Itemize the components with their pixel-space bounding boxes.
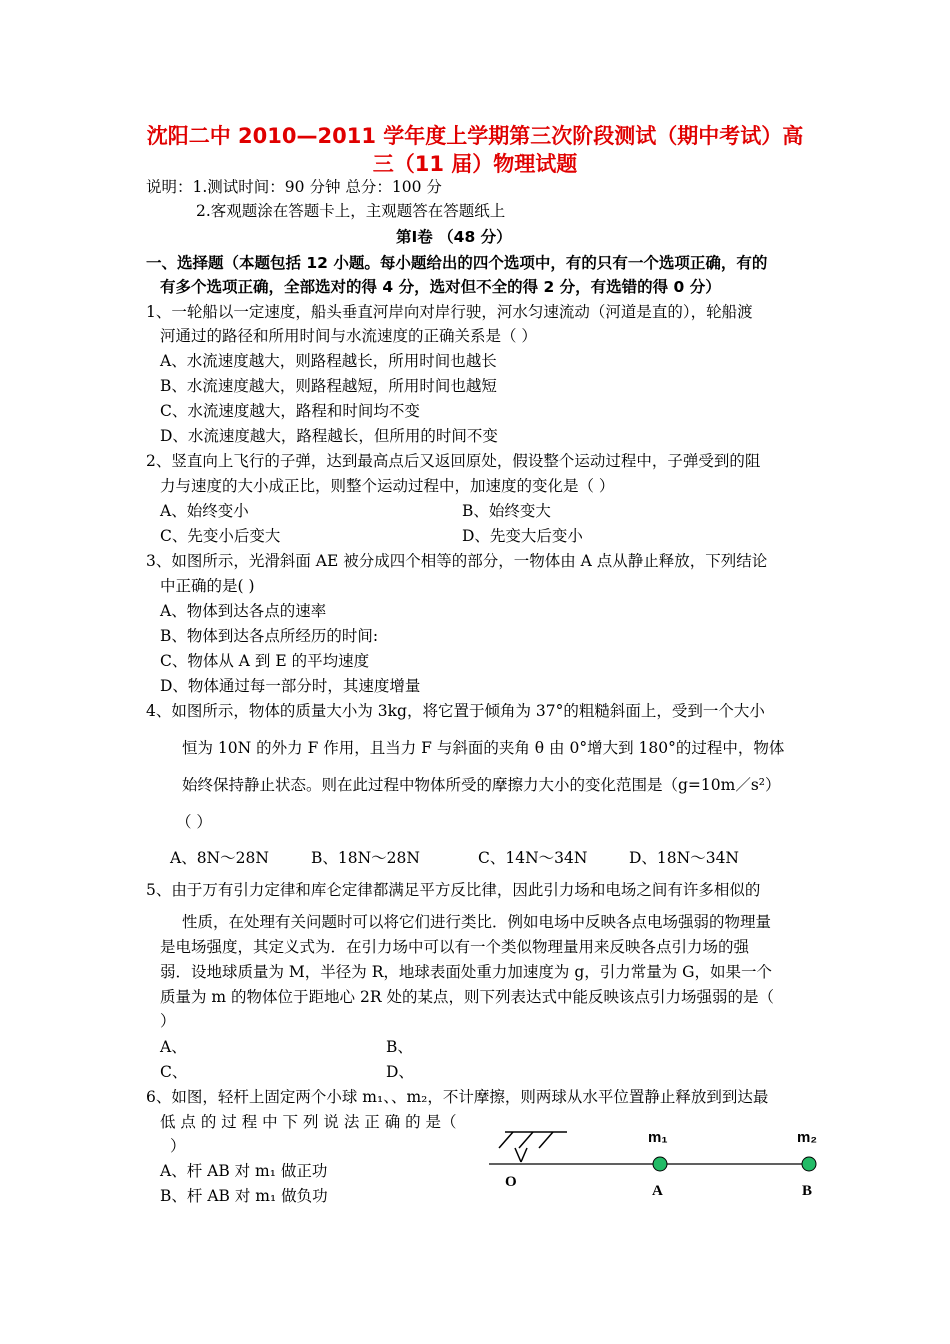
q4-option-a: A、8N～28N — [170, 849, 269, 867]
q5-option-b: B、 — [386, 1038, 413, 1056]
q2-stem-line2: 力与速度的大小成正比，则整个运动过程中，加速度的变化是（ ） — [160, 477, 615, 495]
exam-title-line1: 沈阳二中 2010—2011 学年度上学期第三次阶段测试（期中考试）高 — [146, 124, 804, 148]
section-title: 第Ⅰ卷 （48 分） — [396, 228, 512, 246]
q5-stem-line4: 弱．设地球质量为 M，半径为 R，地球表面处重力加速度为 g，引力常量为 G，如果一个 — [160, 963, 773, 981]
q6-stem-line2: 低 点 的 过 程 中 下 列 说 法 正 确 的 是（ — [160, 1113, 457, 1131]
q2-option-c: C、先变小后变大 — [160, 527, 281, 545]
q1-stem-line2: 河通过的路径和所用时间与水流速度的正确关系是（ ） — [160, 327, 537, 345]
q6-stem-line1: 6、如图，轻杆上固定两个小球 m₁、、m₂，不计摩擦，则两球从水平位置静止释放到到达最 — [146, 1088, 769, 1106]
q6-stem-line3: ） — [170, 1137, 186, 1155]
q1-option-a: A、水流速度越大，则路程越长，所用时间也越长 — [160, 352, 497, 370]
q2-stem-line1: 2、竖直向上飞行的子弹，达到最高点后又返回原处，假设整个运动过程中，子弹受到的阻 — [146, 452, 761, 470]
q1-option-b: B、水流速度越大，则路程越短，所用时间也越短 — [160, 377, 497, 395]
q5-stem-line1: 5、由于万有引力定律和库仑定律都满足平方反比律，因此引力场和电场之间有许多相似的 — [146, 881, 761, 899]
label-o: O — [505, 1174, 517, 1190]
q5-option-a: A、 — [160, 1038, 187, 1056]
q2-option-a: A、始终变小 — [160, 502, 249, 520]
q1-option-d: D、水流速度越大，路程越长，但所用的时间不变 — [160, 427, 498, 445]
q4-stem-line3: 始终保持静止状态。则在此过程中物体所受的摩擦力大小的变化范围是（g=10m／s²） — [182, 776, 781, 794]
q3-option-d: D、物体通过每一部分时，其速度增量 — [160, 677, 421, 695]
label-m2: m₂ — [797, 1129, 818, 1146]
q3-option-b: B、物体到达各点所经历的时间: — [160, 627, 379, 645]
ball-m2 — [802, 1157, 816, 1171]
q5-stem-line6: ） — [160, 1012, 176, 1030]
label-m1: m₁ — [648, 1129, 668, 1146]
q5-option-d: D、 — [386, 1063, 414, 1081]
q2-option-b: B、始终变大 — [462, 502, 551, 520]
ball-m1 — [653, 1157, 667, 1171]
q4-option-c: C、14N～34N — [478, 849, 588, 867]
q1-stem-line1: 1、一轮船以一定速度，船头垂直河岸向对岸行驶，河水匀速流动（河道是直的），轮船渡 — [146, 303, 753, 321]
q6-option-b: B、杆 AB 对 m₁ 做负功 — [160, 1187, 328, 1205]
q3-stem-line1: 3、如图所示，光滑斜面 AE 被分成四个相等的部分，一物体由 A 点从静止释放，下列结论 — [146, 552, 768, 570]
label-a: A — [652, 1183, 663, 1199]
note-line2: 2.客观题涂在答题卡上，主观题答在答题纸上 — [196, 202, 506, 220]
exam-title-line2: 三（11 届）物理试题 — [372, 152, 578, 176]
note-line1: 说明：1.测试时间：90 分钟 总分：100 分 — [146, 178, 442, 196]
ceiling-support — [499, 1132, 567, 1162]
part1-heading-line1: 一、选择题（本题包括 12 小题。每小题给出的四个选项中，有的只有一个选项正确，有的 — [146, 254, 768, 272]
q1-option-c: C、水流速度越大，路程和时间均不变 — [160, 402, 420, 420]
q4-stem-line2: 恒为 10N 的外力 F 作用，且当力 F 与斜面的夹角 θ 由 0°增大到 180°的过程中，物体 — [182, 739, 785, 757]
q5-stem-line5: 质量为 m 的物体位于距地心 2R 处的某点，则下列表达式中能反映该点引力场强弱的是（ — [160, 988, 774, 1006]
q4-option-b: B、18N～28N — [311, 849, 420, 867]
q2-option-d: D、先变大后变小 — [462, 527, 583, 545]
q4-option-d: D、18N～34N — [629, 849, 739, 867]
q4-stem-line4: （ ） — [176, 813, 212, 831]
q4-stem-line1: 4、如图所示，物体的质量大小为 3kg，将它置于倾角为 37°的粗糙斜面上，受到一个大小 — [146, 702, 765, 720]
q6-option-a: A、杆 AB 对 m₁ 做正功 — [160, 1162, 328, 1180]
q3-option-a: A、物体到达各点的速率 — [160, 602, 327, 620]
rod-two-balls-diagram — [485, 1120, 825, 1210]
q3-stem-line2: 中正确的是( ) — [160, 577, 255, 595]
q5-stem-line2: 性质，在处理有关问题时可以将它们进行类比．例如电场中反映各点电场强弱的物理量 — [182, 913, 772, 931]
q3-option-c: C、物体从 A 到 E 的平均速度 — [160, 652, 370, 670]
q5-stem-line3: 是电场强度，其定义式为．在引力场中可以有一个类似物理量用来反映各点引力场的强 — [160, 938, 750, 956]
part1-heading-line2: 有多个选项正确，全部选对的得 4 分，选对但不全的得 2 分，有选错的得 0 分） — [160, 278, 721, 296]
q5-option-c: C、 — [160, 1063, 188, 1081]
label-b: B — [802, 1183, 813, 1199]
